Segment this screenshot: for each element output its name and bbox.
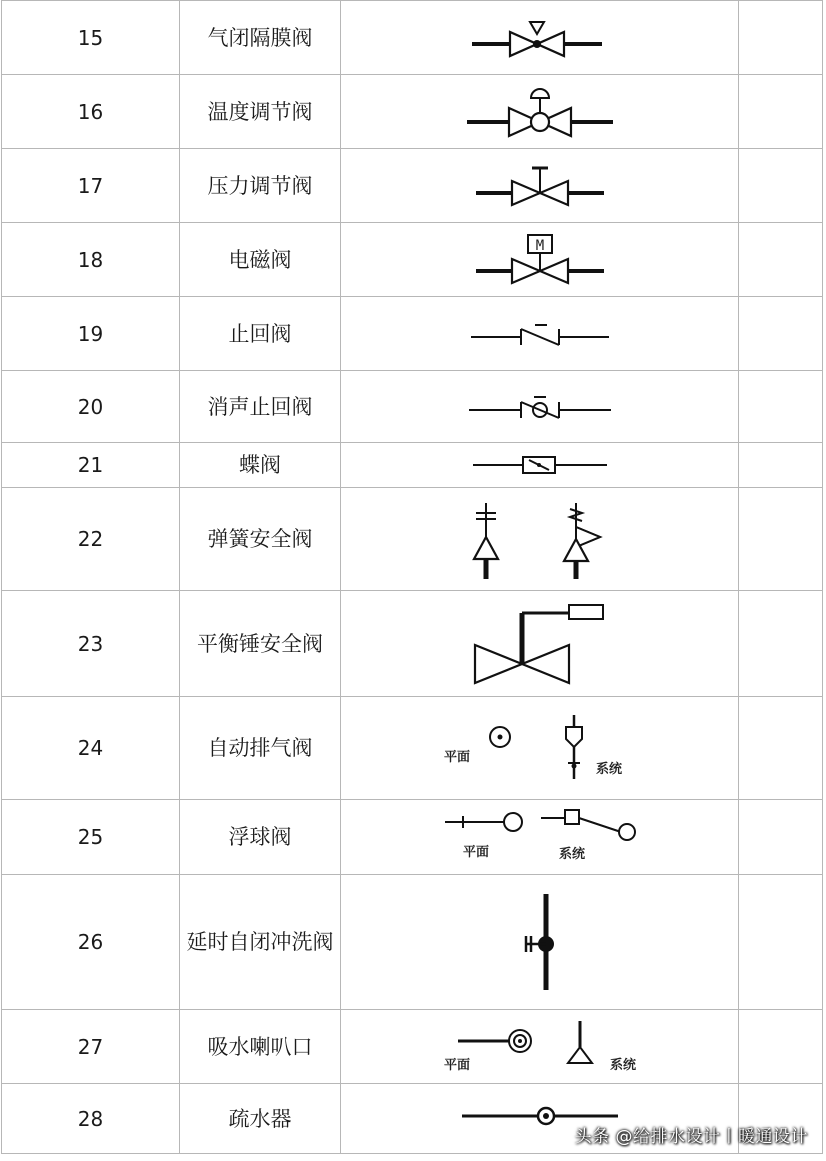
system-label: 系统 — [609, 1057, 636, 1073]
symbol-cell — [341, 297, 739, 371]
table-row — [2, 75, 823, 149]
row-name: 温度调节阀 — [180, 75, 341, 149]
table-row — [2, 591, 823, 697]
row-number: 27 — [2, 1010, 180, 1084]
symbol-cell — [341, 1, 739, 75]
row-number: 21 — [2, 443, 180, 488]
row-number: 17 — [2, 149, 180, 223]
symbol-cell — [341, 75, 739, 149]
row-name: 止回阀 — [180, 297, 341, 371]
table-row — [2, 371, 823, 443]
row-number: 15 — [2, 1, 180, 75]
symbol-cell — [341, 443, 739, 488]
symbol-cell — [341, 371, 739, 443]
row-name: 消声止回阀 — [180, 371, 341, 443]
system-label: 系统 — [595, 762, 622, 777]
row-name: 自动排气阀 — [180, 697, 341, 800]
table-row — [2, 1, 823, 75]
row-name: 平衡锤安全阀 — [180, 591, 341, 697]
row-number: 22 — [2, 488, 180, 591]
weighted-safety-valve-icon — [473, 603, 607, 685]
symbol-cell — [341, 800, 739, 875]
row-name: 疏水器 — [180, 1084, 341, 1154]
suction-bell-mouth-icon — [440, 1019, 640, 1075]
table-row — [2, 800, 823, 875]
row-number: 28 — [2, 1084, 180, 1154]
row-name: 弹簧安全阀 — [180, 488, 341, 591]
symbol-cell — [341, 875, 739, 1010]
table-row — [2, 488, 823, 591]
pressure-control-valve-icon — [474, 163, 606, 209]
check-valve-icon — [469, 319, 611, 349]
row-name: 蝶阀 — [180, 443, 341, 488]
auto-air-vent-icon — [440, 713, 640, 783]
row-number: 23 — [2, 591, 180, 697]
row-name: 浮球阀 — [180, 800, 341, 875]
float-valve-icon — [443, 806, 637, 868]
valve-symbol-table — [1, 0, 823, 1154]
diaphragm-valve-icon — [470, 18, 610, 58]
symbol-cell — [341, 1010, 739, 1084]
row-name: 延时自闭冲洗阀 — [180, 875, 341, 1010]
spring-safety-valve-icon — [470, 499, 610, 579]
temperature-control-valve-icon — [465, 84, 615, 140]
symbol-cell — [341, 488, 739, 591]
symbol-cell — [341, 591, 739, 697]
table-row — [2, 223, 823, 297]
plan-label: 平面 — [462, 845, 489, 860]
row-name: 吸水喇叭口 — [180, 1010, 341, 1084]
row-number: 24 — [2, 697, 180, 800]
row-number: 20 — [2, 371, 180, 443]
symbol-cell — [341, 149, 739, 223]
table-row — [2, 697, 823, 800]
table-row — [2, 1010, 823, 1084]
table-row — [2, 149, 823, 223]
row-name: 电磁阀 — [180, 223, 341, 297]
system-label: 系统 — [558, 847, 585, 862]
table-row — [2, 443, 823, 488]
solenoid-letter: M — [535, 237, 544, 254]
table-row — [2, 297, 823, 371]
butterfly-valve-icon — [471, 453, 609, 477]
symbol-cell — [341, 697, 739, 800]
symbol-cell — [341, 223, 739, 297]
row-number: 19 — [2, 297, 180, 371]
row-number: 16 — [2, 75, 180, 149]
row-name: 气闭隔膜阀 — [180, 1, 341, 75]
row-number: 18 — [2, 223, 180, 297]
solenoid-valve-icon — [474, 231, 606, 289]
watermark: 头条 @给排水设计丨暖通设计 — [574, 1127, 808, 1147]
table-row — [2, 875, 823, 1010]
plan-label: 平面 — [443, 1057, 470, 1073]
plan-label: 平面 — [443, 750, 470, 765]
row-number: 26 — [2, 875, 180, 1010]
silencing-check-valve-icon — [467, 392, 613, 422]
delay-flush-valve-icon — [520, 892, 560, 992]
row-name: 压力调节阀 — [180, 149, 341, 223]
row-number: 25 — [2, 800, 180, 875]
